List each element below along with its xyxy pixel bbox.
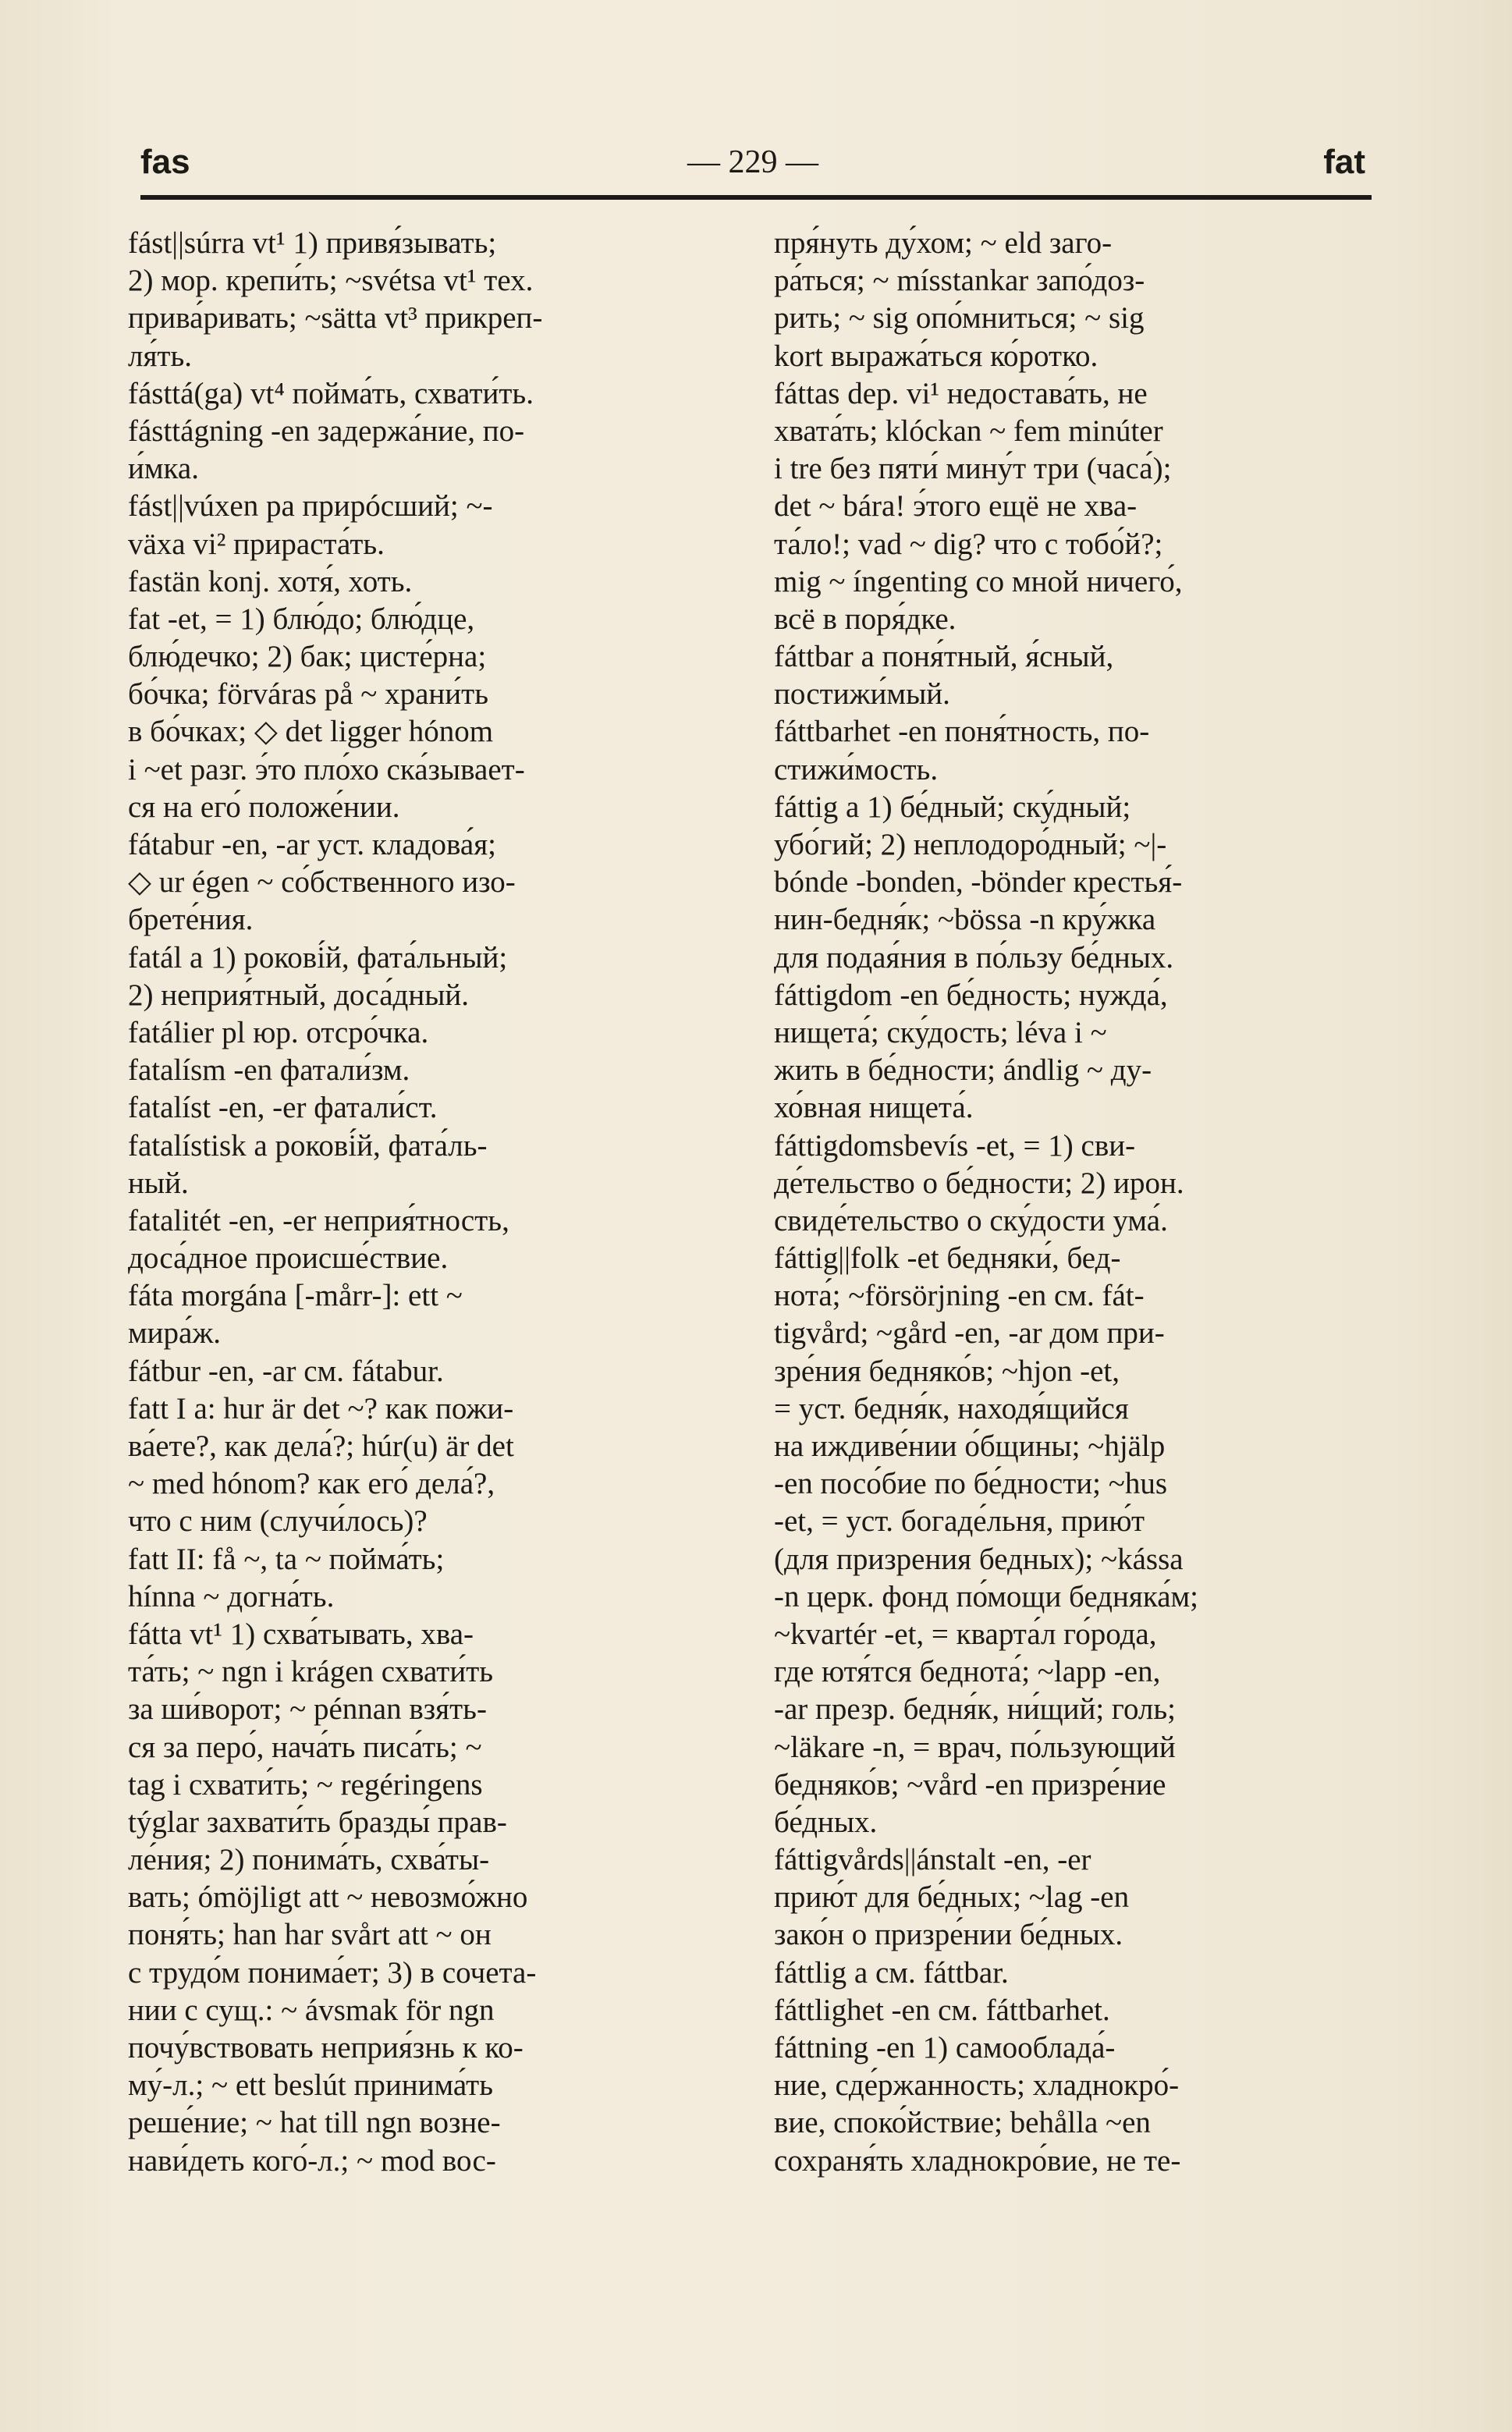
text-line: ва́ете?, как дела́?; húr(u) är det xyxy=(128,1429,514,1463)
header-rule xyxy=(140,195,1372,200)
text-line: бедняко́в; ~vård -en призре́ние xyxy=(774,1767,1166,1802)
text-line: вать; ómöjligt att ~ невозмо́жно xyxy=(128,1880,528,1915)
text-line: жить в бе́дности; ándlig ~ ду- xyxy=(774,1053,1152,1088)
text-line: прию́т для бе́дных; ~lag -en xyxy=(774,1880,1130,1915)
text-line: fást||vúxen pa прирóсший; ~- xyxy=(128,489,493,524)
text-line: нави́деть кого́-л.; ~ mod вос- xyxy=(128,2143,496,2178)
text-line: týglar захвати́ть бразды́ прав- xyxy=(128,1805,507,1839)
text-line: fátta vt¹ 1) схва́тывать, хва- xyxy=(128,1617,474,1651)
text-line: i tre без пяти́ мину́т три (часа́); xyxy=(774,452,1172,486)
text-line: с трудо́м понима́ет; 3) в сочета- xyxy=(128,1955,537,1990)
text-line: fátbur -en, -ar см. fátabur. xyxy=(128,1354,444,1388)
text-line: почу́вствовать неприя́знь к ко- xyxy=(128,2031,524,2065)
text-line: -en посо́бие по бе́дности; ~hus xyxy=(774,1467,1167,1501)
text-line: та́ло!; vad ~ dig? что с тобо́й?; xyxy=(774,527,1163,561)
text-line: fatalísm -en фатали́зм. xyxy=(128,1053,410,1088)
text-line: на иждиве́нии о́бщины; ~hjälp xyxy=(774,1429,1166,1463)
text-line: fáttigdomsbevís -et, = 1) сви- xyxy=(774,1128,1136,1163)
text-line: ~kvartér -et, = кварта́л го́рода, xyxy=(774,1617,1157,1651)
text-line: -ar презр. бедня́к, ни́щий; голь; xyxy=(774,1692,1177,1727)
text-line: fásttágning -en задержа́ние, по- xyxy=(128,414,525,448)
text-line: блю́дечко; 2) бак; цисте́рна; xyxy=(128,640,487,674)
text-line: в бо́чках; ◇ det ligger hónom xyxy=(128,715,494,749)
text-line: det ~ bára! э́того ещё не хва- xyxy=(774,489,1138,524)
text-line: му́-л.; ~ ett beslút принима́ть xyxy=(128,2068,493,2103)
right-column xyxy=(774,225,1375,2180)
text-line: хо́вная нищета́. xyxy=(774,1091,974,1125)
text-line: ся за перо́, нача́ть писа́ть; ~ xyxy=(128,1730,482,1764)
text-line: мира́ж. xyxy=(128,1316,222,1351)
text-line: fáttning -en 1) самооблада́- xyxy=(774,2031,1116,2065)
text-line: fáttigvårds||ánstalt -en, -er xyxy=(774,1843,1091,1877)
text-line: fáttig a 1) бе́дный; ску́дный; xyxy=(774,790,1131,824)
text-line: хвата́ть; klóckan ~ fem minúter xyxy=(774,414,1163,448)
text-line: bónde -bonden, -bönder крестья́- xyxy=(774,865,1183,900)
text-line: i ~et разг. э́то пло́хо ска́зывает- xyxy=(128,752,525,786)
text-line: fáttlighet -en см. fáttbarhet. xyxy=(774,1993,1110,2027)
text-line: вие, споко́йствие; behålla ~en xyxy=(774,2106,1151,2140)
text-line: fastän konj. хотя́, хоть. xyxy=(128,564,413,598)
text-line: прива́ривать; ~sätta vt³ прикреп- xyxy=(128,301,543,336)
text-line: fáta morgána [-mårr-]: ett ~ xyxy=(128,1279,463,1313)
text-line: -et, = уст. богаде́льня, прию́т xyxy=(774,1504,1145,1539)
page-number: — 229 — xyxy=(687,144,818,180)
text-line: mig ~ íngenting со мной ничего́, xyxy=(774,564,1183,598)
left-column xyxy=(128,225,729,2180)
text-line: зре́ния бедняко́в; ~hjon -et, xyxy=(774,1354,1120,1388)
text-line: fást||súrra vt¹ 1) привя́зывать; xyxy=(128,226,497,260)
text-line: нищета́; ску́дость; léva i ~ xyxy=(774,1015,1107,1049)
text-line: 2) неприя́тный, доса́дный. xyxy=(128,978,470,1012)
text-line: fatál a 1) рокові́й, фата́льный; xyxy=(128,940,508,975)
guide-word-right: fat xyxy=(1323,143,1365,181)
text-line: за ши́ворот; ~ pénnan взя́ть- xyxy=(128,1692,487,1727)
text-line: ~ med hónom? как его́ дела́?, xyxy=(128,1467,495,1501)
guide-word-left: fas xyxy=(140,143,190,181)
text-line: hínna ~ догна́ть. xyxy=(128,1579,335,1614)
text-line: tigvård; ~gård -en, -ar дом при- xyxy=(774,1316,1165,1351)
text-line: fáttas dep. vi¹ недостава́ть, не xyxy=(774,376,1148,410)
text-line: свиде́тельство о ску́дости ума́. xyxy=(774,1203,1168,1237)
text-line: ный. xyxy=(128,1166,189,1200)
text-line: нота́; ~försörjning -en см. fát- xyxy=(774,1279,1145,1313)
text-line: fáttbar a поня́тный, я́сный, xyxy=(774,640,1114,674)
text-line: нин-бедня́к; ~bössa -n кру́жка xyxy=(774,903,1156,937)
text-line: де́тельство о бе́дности; 2) ирон. xyxy=(774,1166,1184,1200)
text-line: брете́ния. xyxy=(128,903,254,937)
text-line: стижи́мость. xyxy=(774,752,939,786)
text-line: ние, сде́ржанность; хладнокро́- xyxy=(774,2068,1180,2103)
text-line: fatalíst -en, -er фатали́ст. xyxy=(128,1091,438,1125)
text-line: fatalitét -en, -er неприя́тность, xyxy=(128,1203,509,1237)
text-line: где ютя́тся беднота́; ~lapp -en, xyxy=(774,1655,1161,1689)
text-line: -n церк. фонд по́мощи бедняка́м; xyxy=(774,1579,1199,1614)
text-line: ся на его́ положе́нии. xyxy=(128,790,400,824)
text-line: рить; ~ sig опо́мниться; ~ sig xyxy=(774,301,1145,336)
text-line: бе́дных. xyxy=(774,1805,878,1839)
text-line: kort выража́ться ко́ротко. xyxy=(774,339,1099,373)
text-line: fátabur -en, -ar уст. кладова́я; xyxy=(128,828,496,861)
text-line: сохраня́ть хладнокро́вие, не те- xyxy=(774,2143,1181,2178)
text-line: fatálier pl юр. отсро́чка. xyxy=(128,1015,429,1049)
text-line: нии с сущ.: ~ ávsmak för ngn xyxy=(128,1993,495,2027)
page-header xyxy=(140,139,1365,186)
text-line: для подая́ния в по́льзу бе́дных. xyxy=(774,940,1174,975)
text-line: 2) мор. крепи́ть; ~svétsa vt¹ тех. xyxy=(128,264,534,298)
text-line: fásttá(ga) vt⁴ пойма́ть, схвати́ть. xyxy=(128,376,534,410)
text-line: tag i схвати́ть; ~ regéringens xyxy=(128,1767,483,1802)
text-line: зако́н о призре́нии бе́дных. xyxy=(774,1918,1123,1952)
text-line: что с ним (случи́лось)? xyxy=(128,1504,428,1539)
text-line: (для призрения бедных); ~kássa xyxy=(774,1542,1184,1576)
text-line: fáttig||folk -et бедняки́, бед- xyxy=(774,1241,1121,1276)
text-line: та́ть; ~ ngn i krágen схвати́ть xyxy=(128,1655,494,1689)
text-line: ля́ть. xyxy=(128,339,192,373)
text-line: доса́дное происше́ствие. xyxy=(128,1241,449,1276)
text-line: växa vi² прираста́ть. xyxy=(128,527,385,561)
text-line: fatt II: få ~, ta ~ пойма́ть; xyxy=(128,1542,445,1576)
text-line: убо́гий; 2) неплодоро́дный; ~|- xyxy=(774,828,1167,861)
text-line: реше́ние; ~ hat till ngn возне- xyxy=(128,2106,501,2140)
text-line: бо́чка; förváras på ~ храни́ть xyxy=(128,677,489,712)
text-line: и́мка. xyxy=(128,452,199,486)
text-line: fáttlig a см. fáttbar. xyxy=(774,1955,1009,1990)
text-line: fáttigdom -en бе́дность; нужда́, xyxy=(774,978,1168,1012)
text-line: ◇ ur égen ~ со́бственного изо- xyxy=(128,865,516,900)
text-line: ле́ния; 2) понима́ть, схва́ты- xyxy=(128,1843,490,1877)
text-line: fat -et, = 1) блю́до; блю́дце, xyxy=(128,602,475,636)
text-line: ~läkare -n, = врач, по́льзующий xyxy=(774,1730,1176,1764)
text-line: fáttbarhet -en поня́тность, по- xyxy=(774,715,1150,749)
text-line: всё в поря́дке. xyxy=(774,602,957,636)
text-line: поня́ть; han har svårt att ~ он xyxy=(128,1918,492,1952)
text-line: = уст. бедня́к, находя́щийся xyxy=(774,1391,1129,1425)
text-line: fatt I a: hur är det ~? как пожи- xyxy=(128,1391,514,1425)
text-line: постижи́мый. xyxy=(774,677,950,712)
text-line: ра́ться; ~ mísstankar запо́доз- xyxy=(774,264,1145,298)
text-line: пря́нуть ду́хом; ~ eld заго- xyxy=(774,226,1113,260)
text-line: fatalístisk a рокові́й, фата́ль- xyxy=(128,1128,488,1163)
